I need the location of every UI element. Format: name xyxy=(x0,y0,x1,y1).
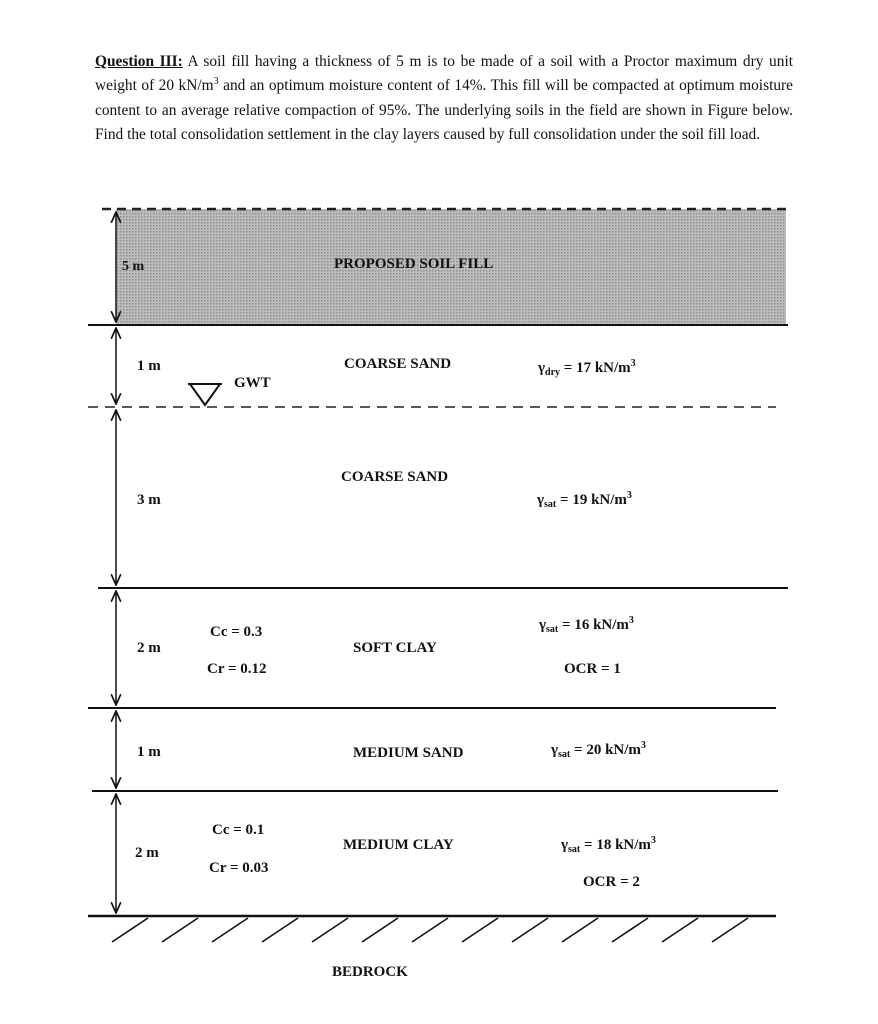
layer-2-thickness: 3 m xyxy=(137,492,161,508)
question-body-a: A soil fill having a thickness of 5 m is to be made of a soil with a Proctor maximum dry unit weight of 20 kN/m xyxy=(95,53,793,95)
layer-3-thickness: 2 m xyxy=(137,640,161,656)
layer-5-cc: Cc = 0.1 xyxy=(212,822,265,838)
layer-4-thickness: 1 m xyxy=(137,744,161,760)
layer-3-cc: Cc = 0.3 xyxy=(210,624,263,640)
layer-3-cr: Cr = 0.12 xyxy=(207,661,267,677)
layer-1-thickness: 1 m xyxy=(137,358,161,374)
fill-thickness: 5 m xyxy=(122,259,145,274)
layer-5-ocr: OCR = 2 xyxy=(583,874,640,890)
gwt-triangle-icon xyxy=(190,384,220,405)
layer-5-unit-weight: $\gamma_{sat} = 18$ $kN/m^3$ xyxy=(561,835,656,855)
layer-1-unit-weight: $\gamma_{dry} = 17$ $kN/m^3$ xyxy=(538,358,636,378)
bedrock-label: BEDROCK xyxy=(332,964,408,980)
question-sup: 3 xyxy=(213,76,219,88)
layer-4-unit-weight: $\gamma_{sat} = 20$ $kN/m^3$ xyxy=(551,740,646,760)
layer-3-name: SOFT CLAY xyxy=(353,640,437,656)
fill-label: PROPOSED SOIL FILL xyxy=(334,256,494,272)
layer-2-unit-weight: $\gamma_{sat} = 19$ $kN/m^3$ xyxy=(537,490,632,510)
question-body-b: and an optimum moisture content of 14%. This fill will be compacted at optimum moisture content to an average relative compaction of 95%. The underlying soils in the field are shown in Figure below. Find the total consolidation settlement in the clay layers caused by full consolidation under the soil fill load. xyxy=(95,77,794,143)
layer-2-name: COARSE SAND xyxy=(341,469,449,485)
gwt-label: GWT xyxy=(234,375,271,391)
layer-4-name: MEDIUM SAND xyxy=(353,745,464,761)
layer-5-thickness: 2 m xyxy=(135,845,159,861)
layer-5-cr: Cr = 0.03 xyxy=(209,860,269,876)
layer-3-unit-weight: $\gamma_{sat} = 16$ $kN/m^3$ xyxy=(539,615,634,635)
layer-3-ocr: OCR = 1 xyxy=(564,661,621,677)
bedrock-hatching xyxy=(112,918,748,942)
layer-5-name: MEDIUM CLAY xyxy=(343,837,454,853)
question-label: Question III: xyxy=(95,53,183,70)
layer-1-name: COARSE SAND xyxy=(344,356,452,372)
